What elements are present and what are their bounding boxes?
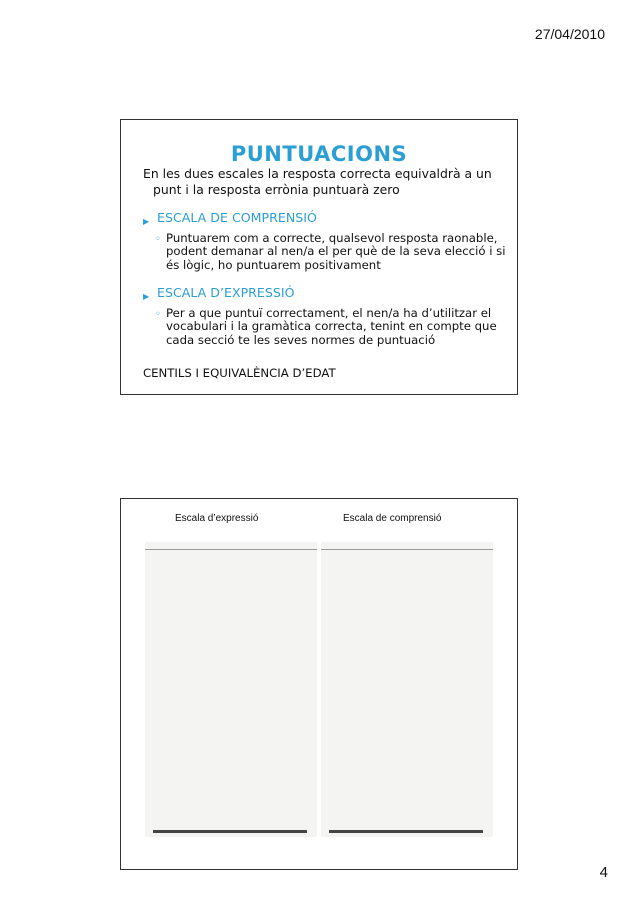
form-image-expressio	[145, 542, 317, 837]
section-comprensio	[143, 210, 509, 230]
label-escala-comprensio: Escala de comprensió	[343, 513, 442, 524]
form-footer-line	[329, 830, 483, 833]
form-footer-line	[153, 830, 307, 833]
circle-bullet-icon: ◦	[155, 308, 161, 320]
section-heading: ESCALA D’EXPRESSIÓ	[157, 285, 295, 301]
page-number: 4	[599, 864, 608, 881]
section-text-expressio: ◦ Per a que puntuï correctament, el nen/a ha d’utilitzar el vocabulari i la gramàtica correcta, tenint en compte que cada secció te les seves normes de puntuació	[155, 305, 497, 347]
slide-puntuacions	[120, 119, 518, 395]
section-heading: ESCALA DE COMPRENSIÓ	[157, 210, 317, 225]
slide-scoring-forms	[120, 498, 518, 870]
section-text-comprensio: ◦ Puntuarem com a correcte, qualsevol resposta raonable, podent demanar al nen/a el per què de la seva elecció i si és lògic, ho puntuarem positivament	[155, 230, 506, 272]
slide-body	[143, 166, 509, 381]
circle-bullet-icon: ◦	[155, 233, 161, 245]
slide-title: PUNTUACIONS	[230, 142, 408, 166]
closing-line: CENTILS I EQUIVALÈNCIA D’EDAT	[143, 365, 336, 380]
triangle-bullet-icon: ▶	[143, 292, 150, 302]
label-escala-expressio: Escala d’expressió	[175, 513, 259, 524]
print-date: 27/04/2010	[534, 26, 605, 42]
intro-paragraph: En les dues escales la resposta correcta equivaldrà a un punt i la resposta errònia puntuarà zero	[143, 166, 492, 197]
triangle-bullet-icon: ▶	[143, 217, 150, 226]
section-expressio	[143, 285, 509, 305]
form-header	[145, 542, 317, 550]
form-image-comprensio	[321, 542, 493, 837]
form-header	[321, 542, 493, 550]
